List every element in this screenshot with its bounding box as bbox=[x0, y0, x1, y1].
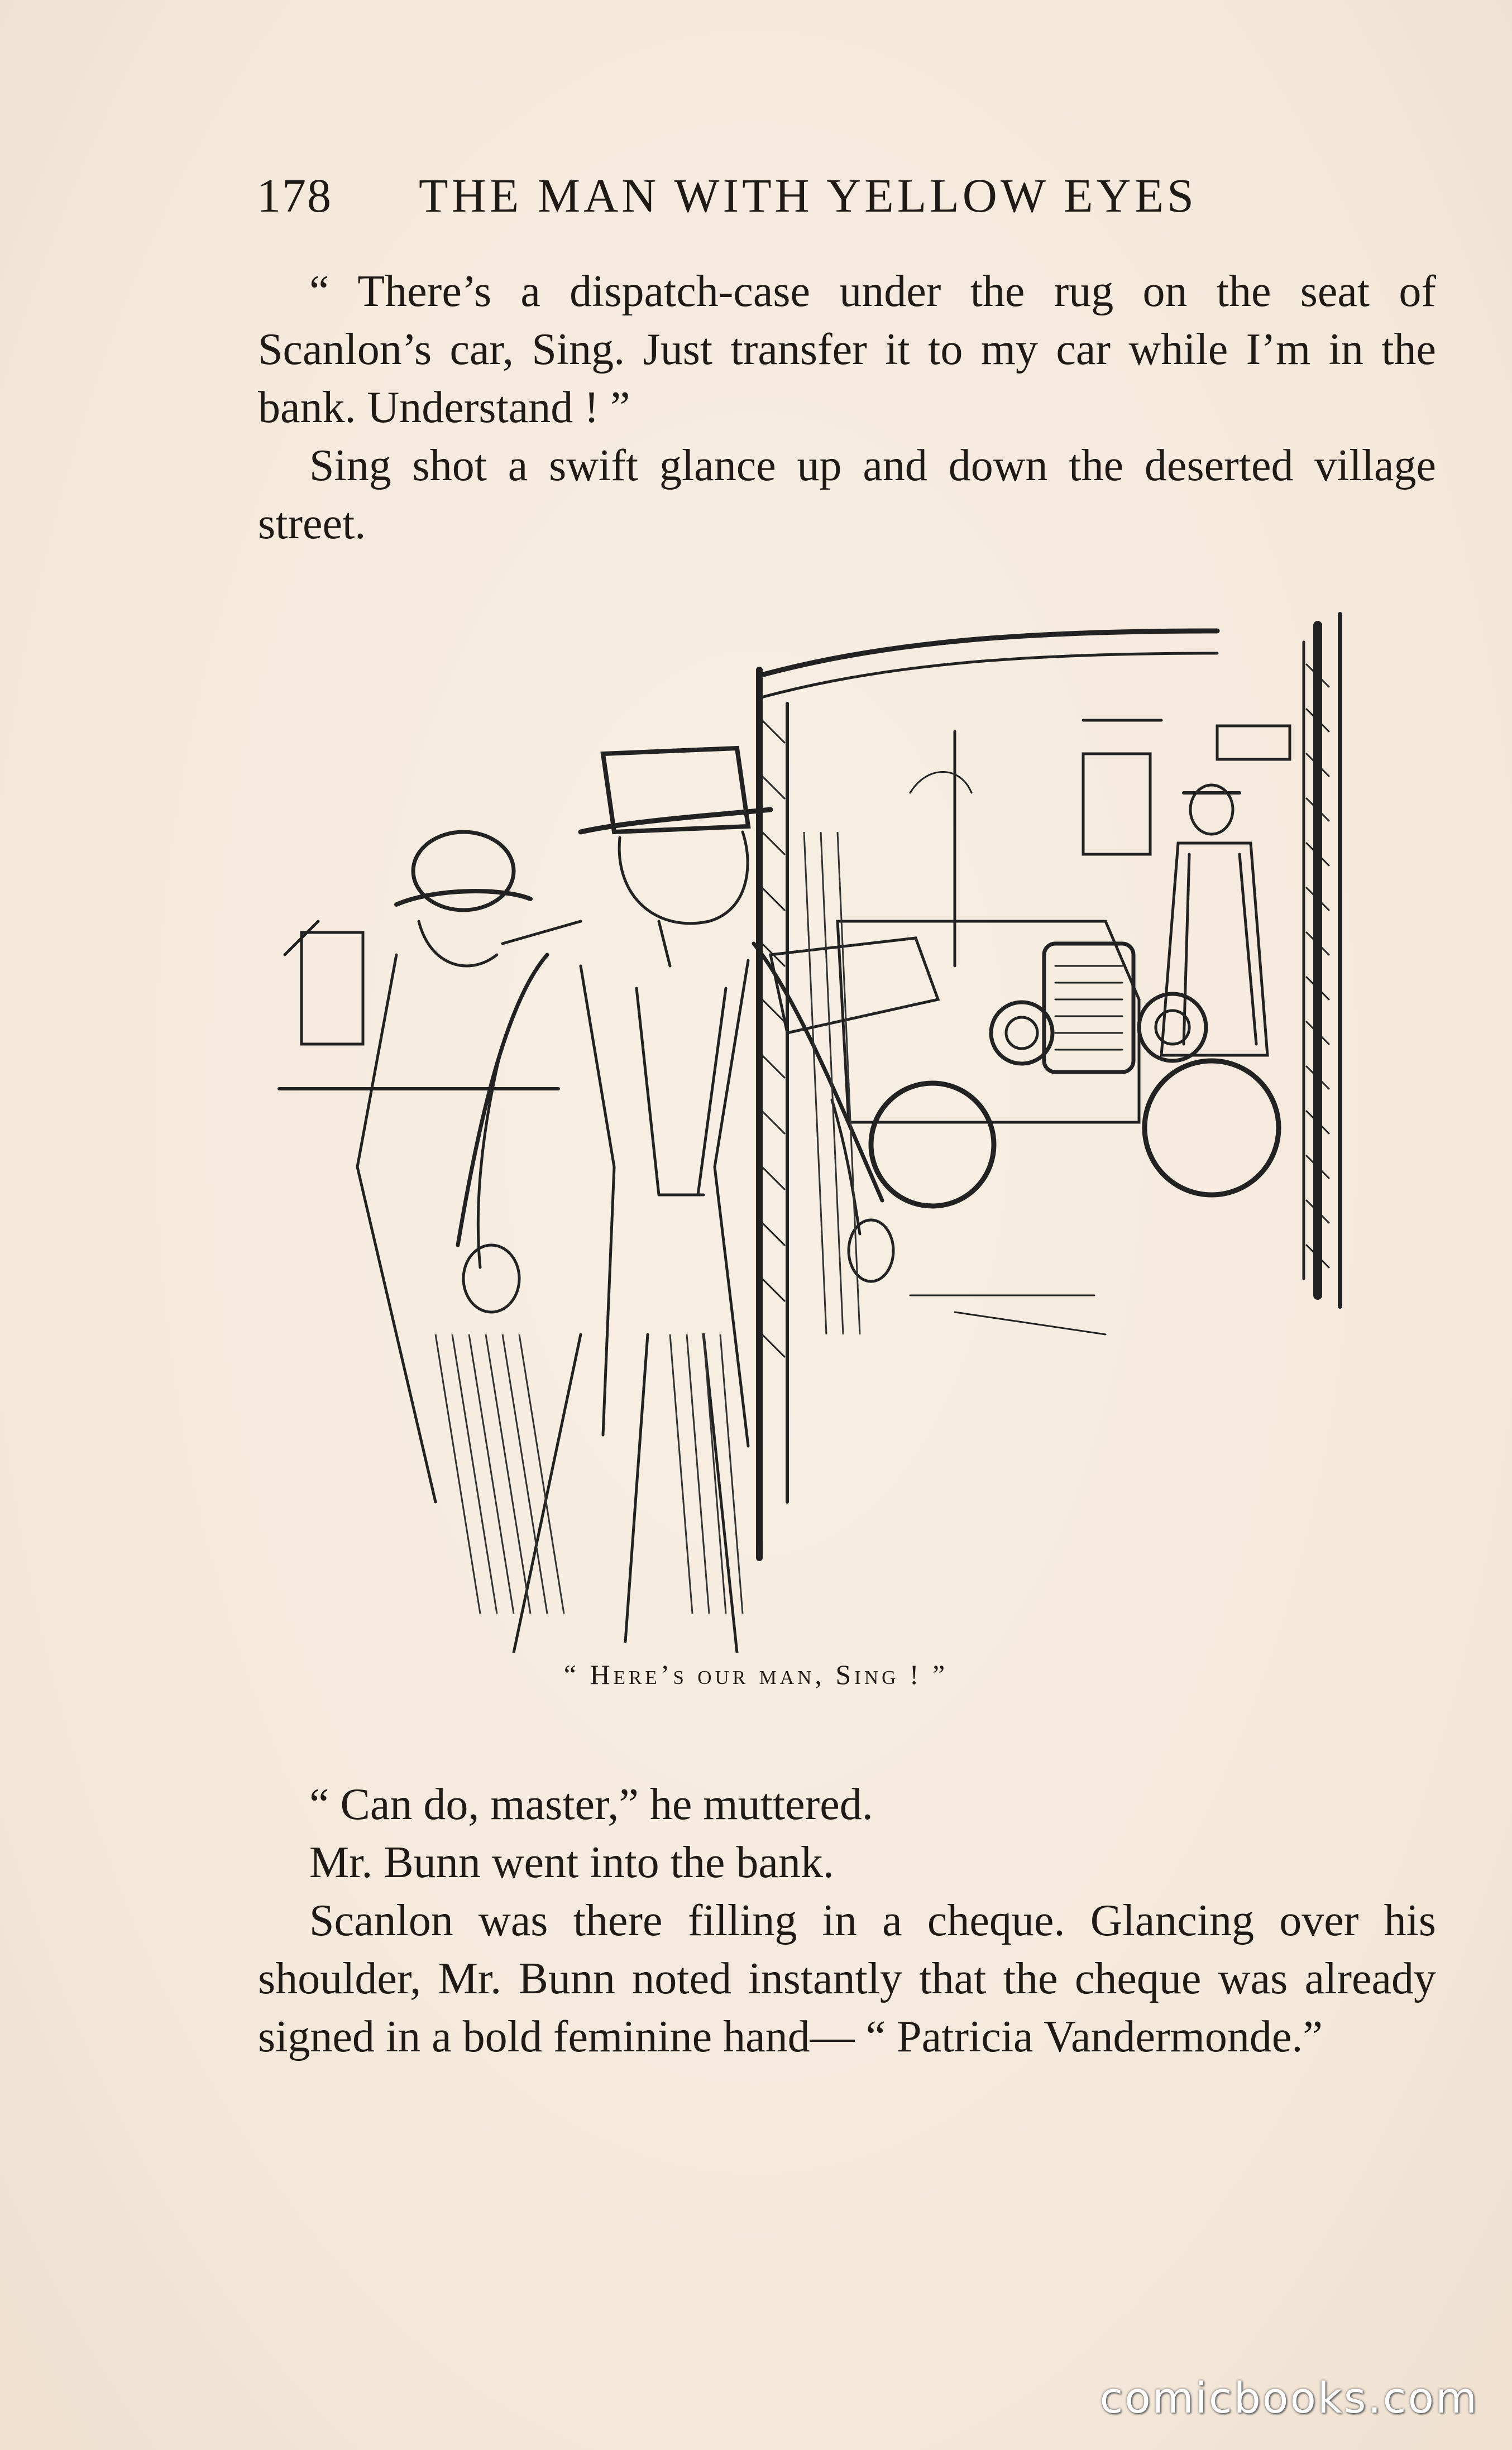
book-title: THE MAN WITH YELLOW EYES bbox=[419, 169, 1197, 222]
bottom-text-block bbox=[258, 1776, 1436, 2066]
illustration bbox=[268, 609, 1418, 1653]
watermark: comicbooks.com bbox=[1099, 2373, 1478, 2423]
paragraph: Scanlon was there filling in a cheque. Glancing over his shoulder, Mr. Bunn noted instantly that the cheque was already signed in a bold feminine hand— “ Patricia Vandermonde.” bbox=[258, 1896, 1436, 2061]
page-number: 178 bbox=[257, 169, 332, 222]
running-head bbox=[257, 168, 1284, 229]
top-text-block bbox=[258, 262, 1436, 553]
illustration-caption: “ Here’s our man, Sing ! ” bbox=[563, 1659, 949, 1690]
paragraph: “ Can do, master,” he muttered. bbox=[309, 1780, 873, 1829]
paragraph: “ There’s a dispatch-case under the rug on the seat of Scanlon’s car, Sing. Just transfer it to my car while I’m in the bank. Understand ! ” bbox=[258, 267, 1436, 432]
paragraph: Sing shot a swift glance up and down the deserted village street. bbox=[258, 441, 1436, 548]
paragraph: Mr. Bunn went into the bank. bbox=[309, 1838, 834, 1887]
